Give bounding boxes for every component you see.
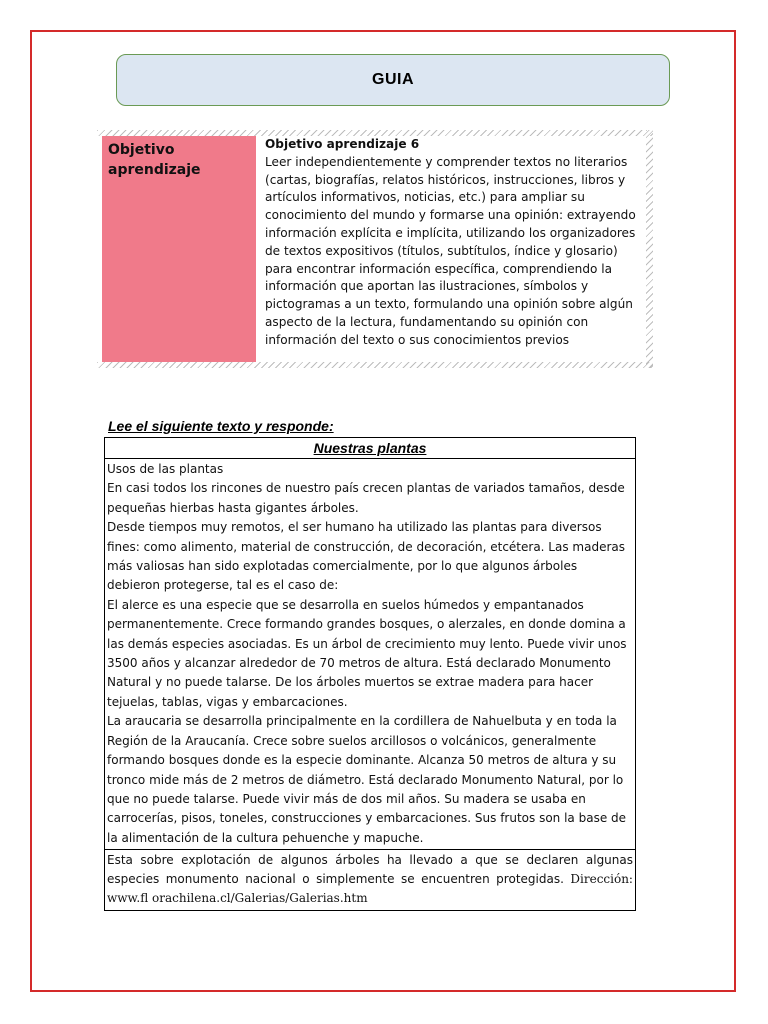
objective-table <box>97 130 653 368</box>
objective-body: Leer independientemente y comprender textos no literarios (cartas, biografías, relatos históricos, instrucciones, libros y artículos informativos, noticias, etc.) para ampliar su conocimiento del mundo y formarse una opinión: extrayendo información explícita e implícita, utilizando los organizadores de textos expositivos (títulos, subtítulos, índice y glosario) para encontrar información específica, comprendiendo la información que aportan las ilustraciones, símbolos y pictogramas a un texto, formulando una opinión sobre algún aspecto de la lectura, fundamentando su opinión con información del texto o sus conocimientos previos <box>265 154 636 347</box>
reading-paragraph: En casi todos los rincones de nuestro país crecen plantas de variados tamaños, desde pequeñas hierbas hasta gigantes árboles. <box>107 481 625 515</box>
reading-paragraph: Desde tiempos muy remotos, el ser humano ha utilizado las plantas para diversos fines: como alimento, material de construcción, de decoración, etcétera. Las maderas más valiosas han sido explotadas comercialmente, por lo que algunos árboles debieron protegerse, tal es el caso de: <box>107 520 625 593</box>
page-title: GUIA <box>372 71 414 88</box>
hatch-border-bottom <box>97 362 653 368</box>
footer-text: Esta sobre explotación de algunos árboles ha llevado a que se declaren algunas especies monumento nacional o simplemente se encuentren protegidas. <box>107 853 633 887</box>
header-box <box>116 54 670 106</box>
hatch-border-right <box>646 130 653 368</box>
objective-description <box>265 136 645 350</box>
reading-paragraph: El alerce es una especie que se desarrolla en suelos húmedos y empantanados permanentemente. Crece formando grandes bosques, o alerzales, en donde domina a las demás especies asociadas. Es un árbol de crecimiento muy lento. Puede vivir unos 3500 años y alcanzar alrededor de 70 metros de altura. Está declarado Monumento Natural y no puede talarse. De los árboles muertos se extrae madera para hacer tejuelas, tablas, vigas y embarcaciones. <box>107 597 627 709</box>
objective-label: Objetivo aprendizaje <box>102 136 256 362</box>
reading-table <box>104 437 636 911</box>
reading-footer <box>105 850 635 910</box>
reading-body <box>105 459 635 850</box>
reading-title: Nuestras plantas <box>105 438 635 459</box>
reading-instruction: Lee el siguiente texto y responde: <box>108 418 334 434</box>
source-link[interactable]: Dirección: www.fl orachilena.cl/Galerias/Galerias.htm <box>107 872 633 906</box>
reading-paragraph: La araucaria se desarrolla principalmente en la cordillera de Nahuelbuta y en toda la Región de la Araucanía. Crece sobre suelos arcillosos o volcánicos, generalmente formando bosques donde es la especie dominante. Alcanza 50 metros de altura y su tronco mide más de 2 metros de diámetro. Está declarado Monumento Natural, por lo que no puede talarse. Puede vivir más de dos mil años. Su madera se usaba en carrocerías, pisos, toneles, construcciones y embarcaciones. Sus frutos son la base de la alimentación de la cultura pehuenche y mapuche. <box>107 714 627 845</box>
objective-heading: Objetivo aprendizaje 6 <box>265 137 420 151</box>
reading-subtitle: Usos de las plantas <box>107 462 224 476</box>
